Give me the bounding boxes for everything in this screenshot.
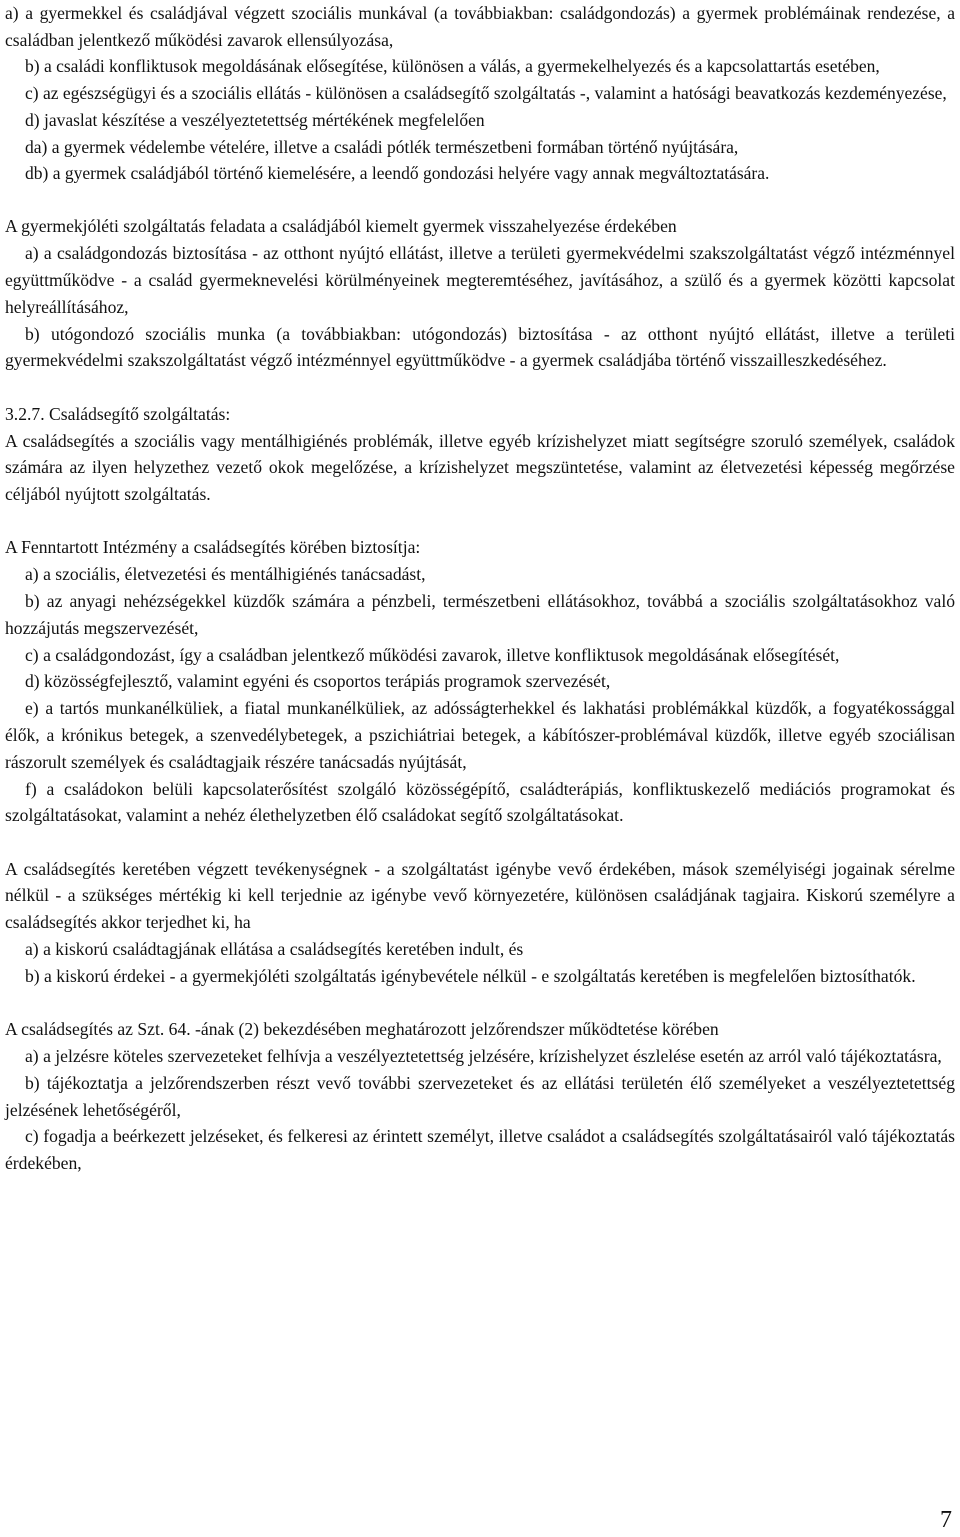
paragraph: A családsegítés keretében végzett tevékenységnek - a szolgáltatást igénybe vevő érdekében, mások személyiségi jogainak sérelme nélkül - a szükséges mértékig ki kell terjednie az igénybe vevő környezetére, különösen családjának tagjaira. Kiskorú személyre a családsegítés akkor terjedhet ki, ha (5, 858, 955, 933)
list-item: db) a gyermek családjából történő kiemelésére, a leendő gondozási helyére vagy annak megváltoztatására. (25, 163, 770, 184)
list-item: e) a tartós munkanélküliek, a fiatal munkanélküliek, az adósságterhekkel és lakhatási problémákkal küzdők, a fogyatékossággal élők, a krónikus betegek, a szenvedélybetegek, a pszichiátriai betegek, a kábítószer-problémával küzdők, illetve egyéb szociálisan rászorult személyek és családtagjaik részére tanácsadás nyújtását, (5, 698, 955, 772)
list-item: da) a gyermek védelembe vételére, illetve a családi pótlék természetbeni formában történő nyújtására, (25, 136, 739, 157)
paragraph: A családsegítés a szociális vagy mentálhigiénés problémák, illetve egyéb krízishelyzet miatt segítségre szoruló személyek, családok számára az ilyen helyzethez vezető okok megelőzése, a krízishelyzet megszüntetése, valamint az életvezetési képesség megőrzése céljából nyújtott szolgáltatás. (5, 430, 955, 505)
paragraph: A Fenntartott Intézmény a családsegítés körében biztosítja: (5, 537, 421, 558)
list-item: b) az anyagi nehézségekkel küzdők számára a pénzbeli, természetbeni ellátásokhoz, továbbá a szociális szolgáltatásokhoz való hozzájutás megszervezését, (5, 590, 955, 638)
list-item: a) a jelzésre köteles szervezeteket felhívja a veszélyeztetettség jelzésére, krízishelyzet észlelése esetén az arról való tájékoztatásra, (25, 1045, 942, 1066)
section-heading: 3.2.7. Családsegítő szolgáltatás: (5, 403, 231, 424)
list-item: d) javaslat készítése a veszélyeztetettség mértékének megfelelően (25, 109, 485, 130)
list-item: a) a gyermekkel és családjával végzett szociális munkával (a továbbiakban: családgondozás) a gyermek problémáinak rendezése, a családban jelentkező működési zavarok ellensúlyozása, (5, 3, 955, 50)
list-item: c) fogadja a beérkezett jelzéseket, és felkeresi az érintett személyt, illetve családot a családsegítés szolgáltatásairól való tájékoztatás érdekében, (5, 1126, 955, 1174)
list-item: c) az egészségügyi és a szociális ellátás - különösen a családsegítő szolgáltatás -, valamint a hatósági beavatkozás kezdeményezése, (25, 83, 947, 104)
list-item: b) a kiskorú érdekei - a gyermekjóléti szolgáltatás igénybevétele nélkül - e szolgáltatás keretében is megfelelően biztosíthatók. (25, 965, 916, 986)
child-welfare-task-list (5, 0, 955, 187)
document-page (5, 0, 955, 1177)
list-item: c) a családgondozást, így a családban jelentkező működési zavarok, illetve konfliktusok megoldásának elősegítését, (25, 644, 840, 665)
paragraph: A gyermekjóléti szolgáltatás feladata a családjából kiemelt gyermek visszahelyezése érdekében (5, 216, 677, 237)
list-item: a) a szociális, életvezetési és mentálhigiénés tanácsadást, (25, 564, 426, 585)
list-item: a) a kiskorú családtagjának ellátása a családsegítés keretében indult, és (25, 939, 524, 960)
list-item: b) tájékoztatja a jelzőrendszerben részt vevő további szervezeteket és az ellátási területén élő személyeket a veszélyeztetettség jelzésének lehetőségéről, (5, 1072, 955, 1120)
list-item: f) a családokon belüli kapcsolaterősítést szolgáló közösségépítő, családterápiás, konfliktuskezelő mediációs programokat és szolgáltatásokat, valamint a nehéz élethelyzetben élő családokat segítő szolgáltatásokat. (5, 778, 955, 826)
list-item: d) közösségfejlesztő, valamint egyéni és csoportos terápiás programok szervezését, (25, 671, 611, 692)
list-item: a) a családgondozás biztosítása - az otthont nyújtó ellátást, illetve a területi gyermekvédelmi szakszolgáltatást végző intézménnyel együttműködve - a család gyermeknevelési körülményeinek megteremtéséhez, javításához, a szülő és a gyermek közötti kapcsolat helyreállításához, (5, 243, 955, 317)
page-number: 7 (940, 1507, 952, 1533)
paragraph: A családsegítés az Szt. 64. -ának (2) bekezdésében meghatározott jelzőrendszer működtetése körében (5, 1019, 719, 1040)
section-return (5, 213, 955, 1177)
list-item: b) a családi konfliktusok megoldásának elősegítése, különösen a válás, a gyermekelhelyezés és a kapcsolattartás esetében, (25, 56, 880, 77)
list-item: b) utógondozó szociális munka (a továbbiakban: utógondozás) biztosítása - az otthont nyújtó ellátást, illetve a területi gyermekvédelmi szakszolgáltatást végző intézménnyel együttműködve - a gyermek családjába történő visszailleszkedéséhez. (5, 323, 955, 371)
